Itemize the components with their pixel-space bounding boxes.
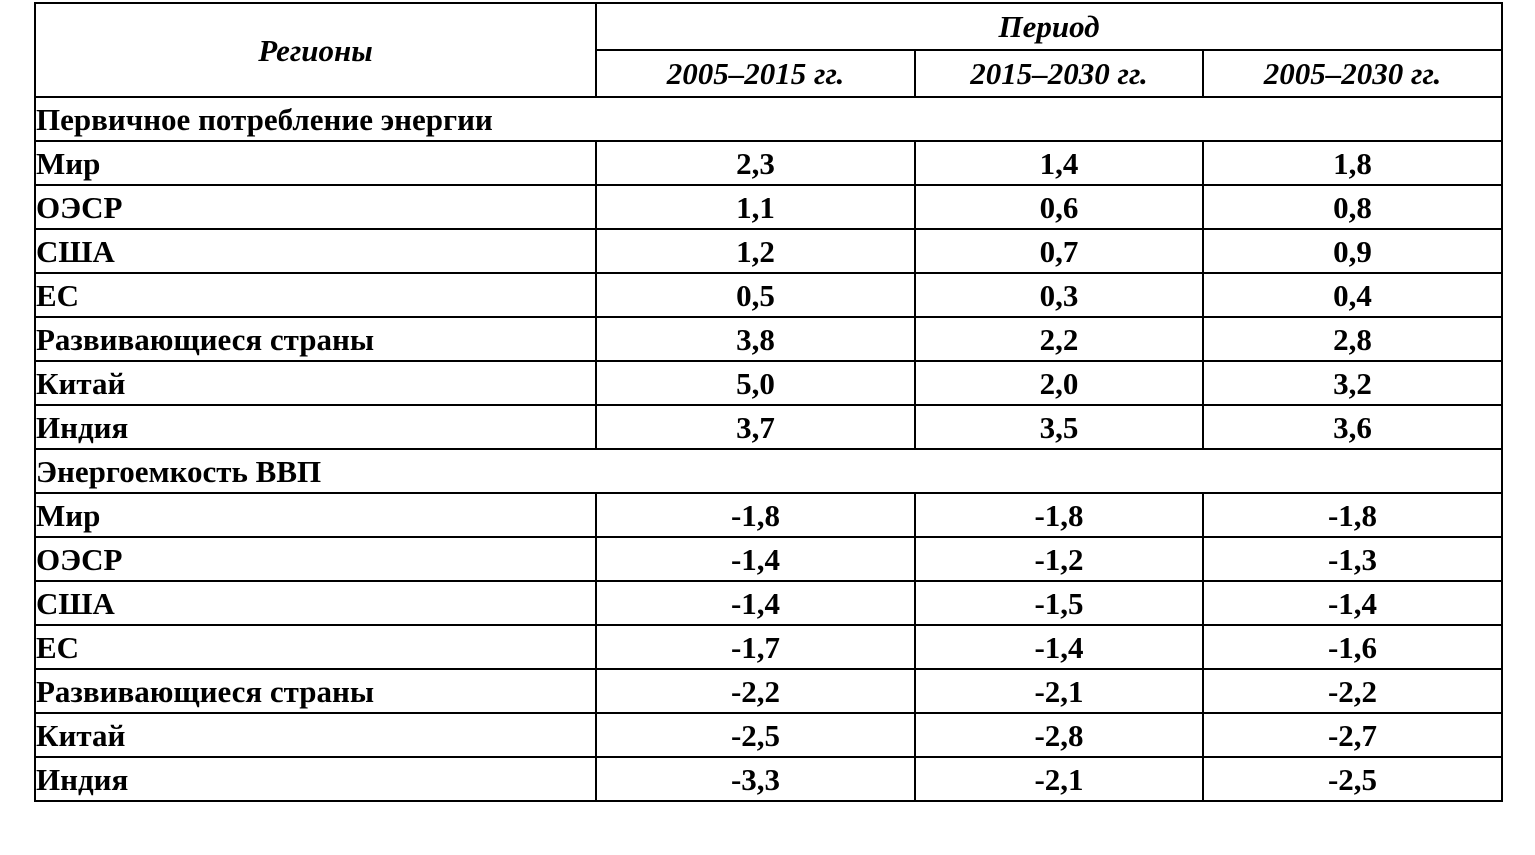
value-cell: -1,5 — [915, 581, 1203, 625]
region-cell: ОЭСР — [35, 537, 596, 581]
energy-table — [34, 2, 1503, 802]
value-cell: -1,4 — [1203, 581, 1502, 625]
table-row — [35, 625, 1502, 669]
value-cell: -1,4 — [596, 581, 915, 625]
value-cell: 3,6 — [1203, 405, 1502, 449]
table-row — [35, 669, 1502, 713]
region-cell: Китай — [35, 713, 596, 757]
period-column-header: 2005–2015 гг. — [596, 50, 915, 97]
section-title: Первичное потребление энергии — [35, 97, 1502, 141]
region-cell: ЕС — [35, 625, 596, 669]
region-cell: Китай — [35, 361, 596, 405]
header-row-top — [35, 3, 1502, 50]
value-cell: 2,3 — [596, 141, 915, 185]
value-cell: -2,5 — [596, 713, 915, 757]
table-row — [35, 757, 1502, 801]
value-cell: 3,8 — [596, 317, 915, 361]
value-cell: -1,7 — [596, 625, 915, 669]
value-cell: -3,3 — [596, 757, 915, 801]
value-cell: -1,2 — [915, 537, 1203, 581]
section-row — [35, 449, 1502, 493]
region-cell: ОЭСР — [35, 185, 596, 229]
table-row — [35, 537, 1502, 581]
value-cell: 2,2 — [915, 317, 1203, 361]
period-column-header: 2015–2030 гг. — [915, 50, 1203, 97]
table-row — [35, 141, 1502, 185]
value-cell: -2,1 — [915, 757, 1203, 801]
value-cell: -2,2 — [596, 669, 915, 713]
value-cell: -1,8 — [915, 493, 1203, 537]
table-row — [35, 361, 1502, 405]
period-header: Период — [596, 3, 1502, 50]
section-row — [35, 97, 1502, 141]
region-cell: ЕС — [35, 273, 596, 317]
region-cell: Индия — [35, 757, 596, 801]
region-cell: Мир — [35, 141, 596, 185]
region-cell: США — [35, 581, 596, 625]
value-cell: -1,4 — [915, 625, 1203, 669]
value-cell: -2,1 — [915, 669, 1203, 713]
region-cell: Индия — [35, 405, 596, 449]
value-cell: 0,9 — [1203, 229, 1502, 273]
table-row — [35, 273, 1502, 317]
value-cell: -2,7 — [1203, 713, 1502, 757]
value-cell: 5,0 — [596, 361, 915, 405]
table-body — [35, 97, 1502, 801]
value-cell: -1,3 — [1203, 537, 1502, 581]
table-row — [35, 493, 1502, 537]
value-cell: 0,5 — [596, 273, 915, 317]
value-cell: 2,0 — [915, 361, 1203, 405]
region-cell: США — [35, 229, 596, 273]
value-cell: -2,8 — [915, 713, 1203, 757]
value-cell: -2,2 — [1203, 669, 1502, 713]
table-row — [35, 713, 1502, 757]
period-column-header: 2005–2030 гг. — [1203, 50, 1502, 97]
region-cell: Мир — [35, 493, 596, 537]
value-cell: 0,8 — [1203, 185, 1502, 229]
regions-header: Регионы — [35, 3, 596, 97]
value-cell: 1,1 — [596, 185, 915, 229]
table-row — [35, 317, 1502, 361]
table-row — [35, 405, 1502, 449]
value-cell: -1,4 — [596, 537, 915, 581]
value-cell: -1,6 — [1203, 625, 1502, 669]
value-cell: -1,8 — [1203, 493, 1502, 537]
value-cell: -2,5 — [1203, 757, 1502, 801]
value-cell: 1,2 — [596, 229, 915, 273]
table-row — [35, 229, 1502, 273]
region-cell: Развивающиеся страны — [35, 317, 596, 361]
value-cell: -1,8 — [596, 493, 915, 537]
value-cell: 1,8 — [1203, 141, 1502, 185]
table-row — [35, 185, 1502, 229]
value-cell: 0,7 — [915, 229, 1203, 273]
value-cell: 3,7 — [596, 405, 915, 449]
table-row — [35, 581, 1502, 625]
value-cell: 3,2 — [1203, 361, 1502, 405]
section-title: Энергоемкость ВВП — [35, 449, 1502, 493]
value-cell: 1,4 — [915, 141, 1203, 185]
value-cell: 0,6 — [915, 185, 1203, 229]
value-cell: 0,3 — [915, 273, 1203, 317]
region-cell: Развивающиеся страны — [35, 669, 596, 713]
value-cell: 3,5 — [915, 405, 1203, 449]
value-cell: 2,8 — [1203, 317, 1502, 361]
value-cell: 0,4 — [1203, 273, 1502, 317]
